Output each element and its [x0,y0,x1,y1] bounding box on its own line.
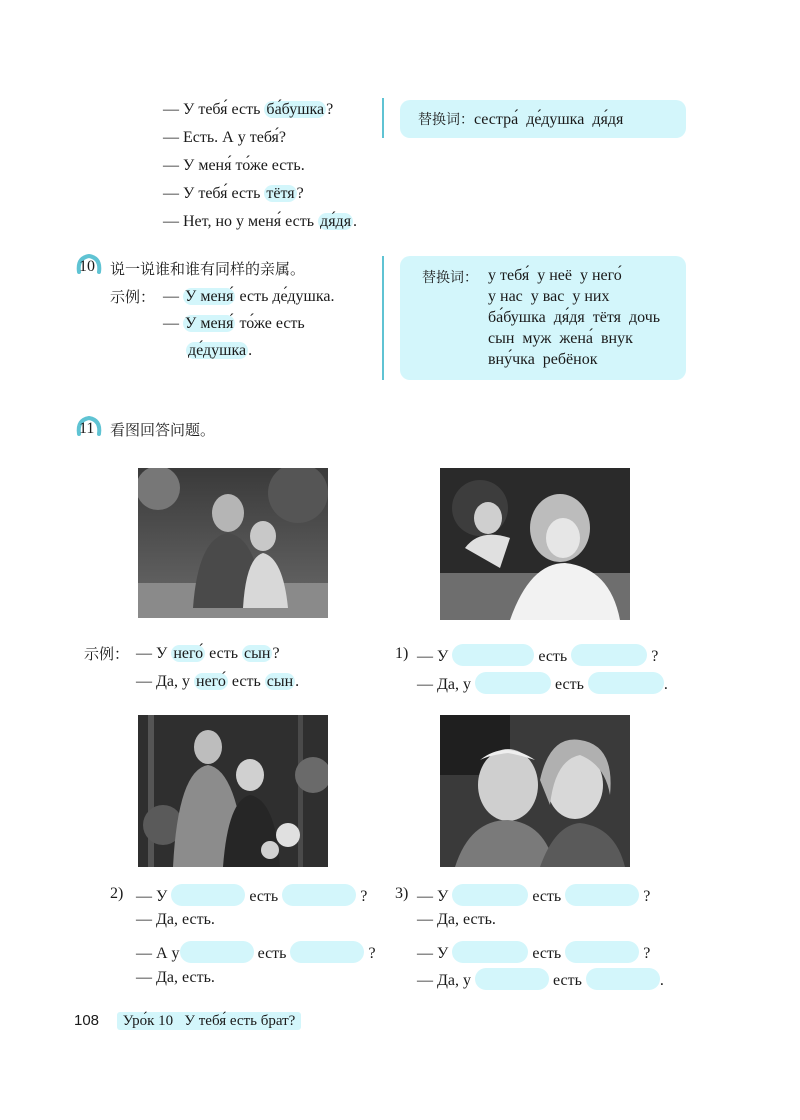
answer-blank[interactable] [452,644,534,666]
answer-blank[interactable] [282,884,356,906]
answer-blank[interactable] [171,884,245,906]
highlight: сын [266,673,294,690]
highlight: него́ [196,673,226,690]
q3-line3: — У есть ? [417,941,650,964]
example-label: 示例： [110,288,156,306]
photo-couple [138,715,328,867]
highlight: сын [244,645,271,662]
exercise-number-11: 11 [74,414,104,444]
answer-blank[interactable] [452,884,528,906]
q3-line1: — У есть ? [417,884,650,907]
q3-line2: — Да, есть. [417,911,496,928]
answer-blank[interactable] [588,672,664,694]
photo-boy-girl [440,715,630,867]
highlight: де́душка [188,342,247,359]
dialog1-line3: — У меня́ то́же есть. [163,157,305,174]
answer-blank[interactable] [565,941,639,963]
dialog1-line2: — Есть. А у тебя́? [163,129,287,146]
q2-line2: — Да, есть. [136,911,215,928]
substitution-label: 替换词： [418,112,474,128]
q2-line4: — Да, есть. [136,969,215,986]
highlight: него́ [173,645,204,662]
page-footer [74,1012,301,1030]
substitution-label: 替换词： [422,270,478,286]
q1-number: 1) [395,645,409,662]
substitution-rows: у тебя́ у неё у него́ у нас у вас у них ба́бушка дя́дя тётя дочь сын муж жена́ внук вну́чка ребёнок [488,267,661,368]
answer-blank[interactable] [452,941,528,963]
page-number: 108 [74,1012,100,1029]
dialog1-line5: — Нет, но у меня́ есть дя́дя . [163,213,358,230]
photo-mother-daughter [440,468,630,620]
example-line1: — У него́ есть сын ? [136,645,280,662]
substitution-words: сестра́ де́душка дя́дя [474,111,624,128]
answer-blank[interactable] [180,941,254,963]
exercise-number-10: 10 [74,252,104,282]
q2-line1: — У есть ? [136,884,367,907]
highlight: дя́дя [320,213,352,230]
highlight: тётя [266,185,295,202]
example-line2: — Да, у него́ есть сын . [136,673,300,690]
example-label: 示例： [84,645,130,663]
answer-blank[interactable] [475,672,551,694]
answer-blank[interactable] [565,884,639,906]
divider [382,98,384,138]
q1-line2: — Да, у есть . [417,672,668,695]
exercise-10-title: 说一说谁和谁有同样的亲属。 [110,260,306,278]
q2-number: 2) [110,885,124,902]
q3-number: 3) [395,885,409,902]
divider [382,256,384,380]
q2-line3: — А у есть ? [136,941,376,964]
substitution-box-2 [400,256,686,380]
substitution-box-1 [400,100,686,138]
ex10-line2: — У меня́ то́же есть [163,315,305,332]
answer-blank[interactable] [475,968,549,990]
highlight: У меня́ [185,315,234,332]
lesson-title: Уро́к 10 У тебя́ есть брат? [117,1012,302,1030]
ex10-line3: де́душка . [188,342,253,359]
photo-father-son [138,468,328,618]
q3-line4: — Да, у есть . [417,968,664,991]
q1-line1: — У есть ? [417,644,658,667]
answer-blank[interactable] [571,644,647,666]
exercise-11-title: 看图回答问题。 [110,421,216,439]
highlight: ба́бушка [266,101,325,118]
highlight: У меня́ [185,288,234,305]
ex10-line1: — У меня́ есть де́душка. [163,288,335,305]
answer-blank[interactable] [290,941,364,963]
dialog1-line1: — У тебя́ есть ба́бушка ? [163,101,334,118]
answer-blank[interactable] [586,968,660,990]
dialog1-line4: — У тебя́ есть тётя ? [163,185,304,202]
